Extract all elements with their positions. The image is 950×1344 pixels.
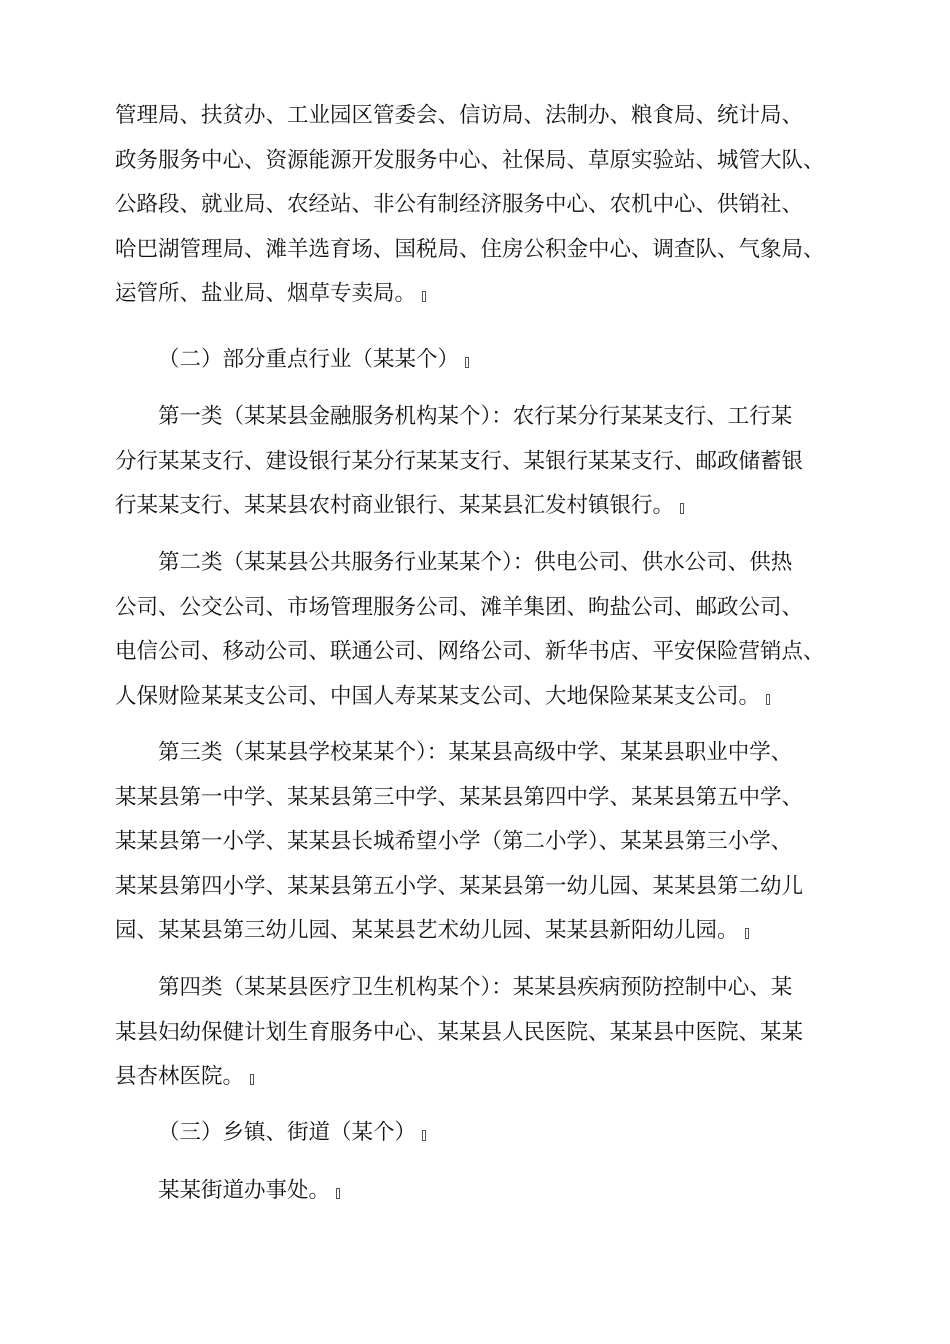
text-line: 某某街道办事处。: [158, 1178, 331, 1203]
paragraph-category-2-public-services: [115, 541, 860, 719]
text-line: 第一类（某某县金融服务机构某个）：农行某分行某某支行、工行某: [158, 404, 793, 429]
heading-text: （二）部分重点行业（某某个）: [158, 347, 460, 372]
heading-line: [115, 338, 860, 383]
paragraph-category-1-finance: [115, 395, 860, 529]
text-line: 第三类（某某县学校某某个）：某某县高级中学、某某县职业中学、: [158, 740, 793, 765]
text-line-last: [115, 909, 860, 954]
paragraph-mark-icon: [422, 291, 426, 302]
text-line: 公路段、就业局、农经站、非公有制经济服务中心、农机中心、供销社、: [115, 192, 804, 218]
text-line: 政务服务中心、资源能源开发服务中心、社保局、草原实验站、城管大队、: [115, 147, 825, 173]
text-line-last: [115, 484, 860, 529]
text-line-last: [115, 1169, 860, 1214]
text-line: 第四类（某某县医疗卫生机构某个）：某某县疾病预防控制中心、某: [158, 975, 793, 1000]
text-line: 县杏林医院。: [115, 1064, 245, 1090]
text-line: 管理局、扶贫办、工业园区管委会、信访局、法制办、粮食局、统计局、: [115, 103, 804, 128]
paragraph-mark-icon: [465, 357, 469, 368]
text-line-last: [115, 1055, 860, 1100]
text-line-last: [115, 675, 860, 720]
heading-line: [115, 1111, 860, 1156]
text-line: 分行某某支行、建设银行某分行某某支行、某银行某某支行、邮政储蓄银: [115, 448, 804, 474]
paragraph-mark-icon: [766, 694, 770, 705]
paragraph-category-4-medical: [115, 966, 860, 1100]
paragraph-street-office: [115, 1169, 860, 1214]
text-line: 第二类（某某县公共服务行业某某个）：供电公司、供水公司、供热: [158, 550, 793, 575]
paragraph-mark-icon: [422, 1130, 426, 1141]
text-line: 某某县第四小学、某某县第五小学、某某县第一幼儿园、某某县第二幼儿: [115, 873, 804, 899]
paragraph-category-3-schools: [115, 731, 860, 954]
text-line: 某某县第一中学、某某县第三中学、某某县第四中学、某某县第五中学、: [115, 784, 804, 810]
text-line: 人保财险某某支公司、中国人寿某某支公司、大地保险某某支公司。: [115, 683, 761, 709]
text-line: 某县妇幼保健计划生育服务中心、某某县人民医院、某某县中医院、某某: [115, 1019, 804, 1045]
paragraph-mark-icon: [680, 503, 684, 514]
text-line-last: [115, 272, 860, 317]
section-heading-townships: [115, 1111, 860, 1156]
text-line: 哈巴湖管理局、滩羊选育场、国税局、住房公积金中心、调查队、气象局、: [115, 236, 825, 262]
text-line: 行某某支行、某某县农村商业银行、某某县汇发村镇银行。: [115, 493, 675, 519]
paragraph-mark-icon: [336, 1188, 340, 1199]
paragraph-mark-icon: [745, 928, 749, 939]
section-heading-key-industries: [115, 338, 860, 383]
paragraph-mark-icon: [250, 1074, 254, 1085]
heading-text: （三）乡镇、街道（某个）: [158, 1120, 417, 1145]
text-line: 公司、公交公司、市场管理服务公司、滩羊集团、昫盐公司、邮政公司、: [115, 594, 804, 620]
text-line: 某某县第一小学、某某县长城希望小学（第二小学）、某某县第三小学、: [115, 829, 793, 855]
text-line: 园、某某县第三幼儿园、某某县艺术幼儿园、某某县新阳幼儿园。: [115, 918, 739, 944]
text-line: 电信公司、移动公司、联通公司、网络公司、新华书店、平安保险营销点、: [115, 639, 825, 665]
text-line: 运管所、盐业局、烟草专卖局。: [115, 281, 417, 307]
paragraph-agencies-continued: [115, 94, 860, 317]
